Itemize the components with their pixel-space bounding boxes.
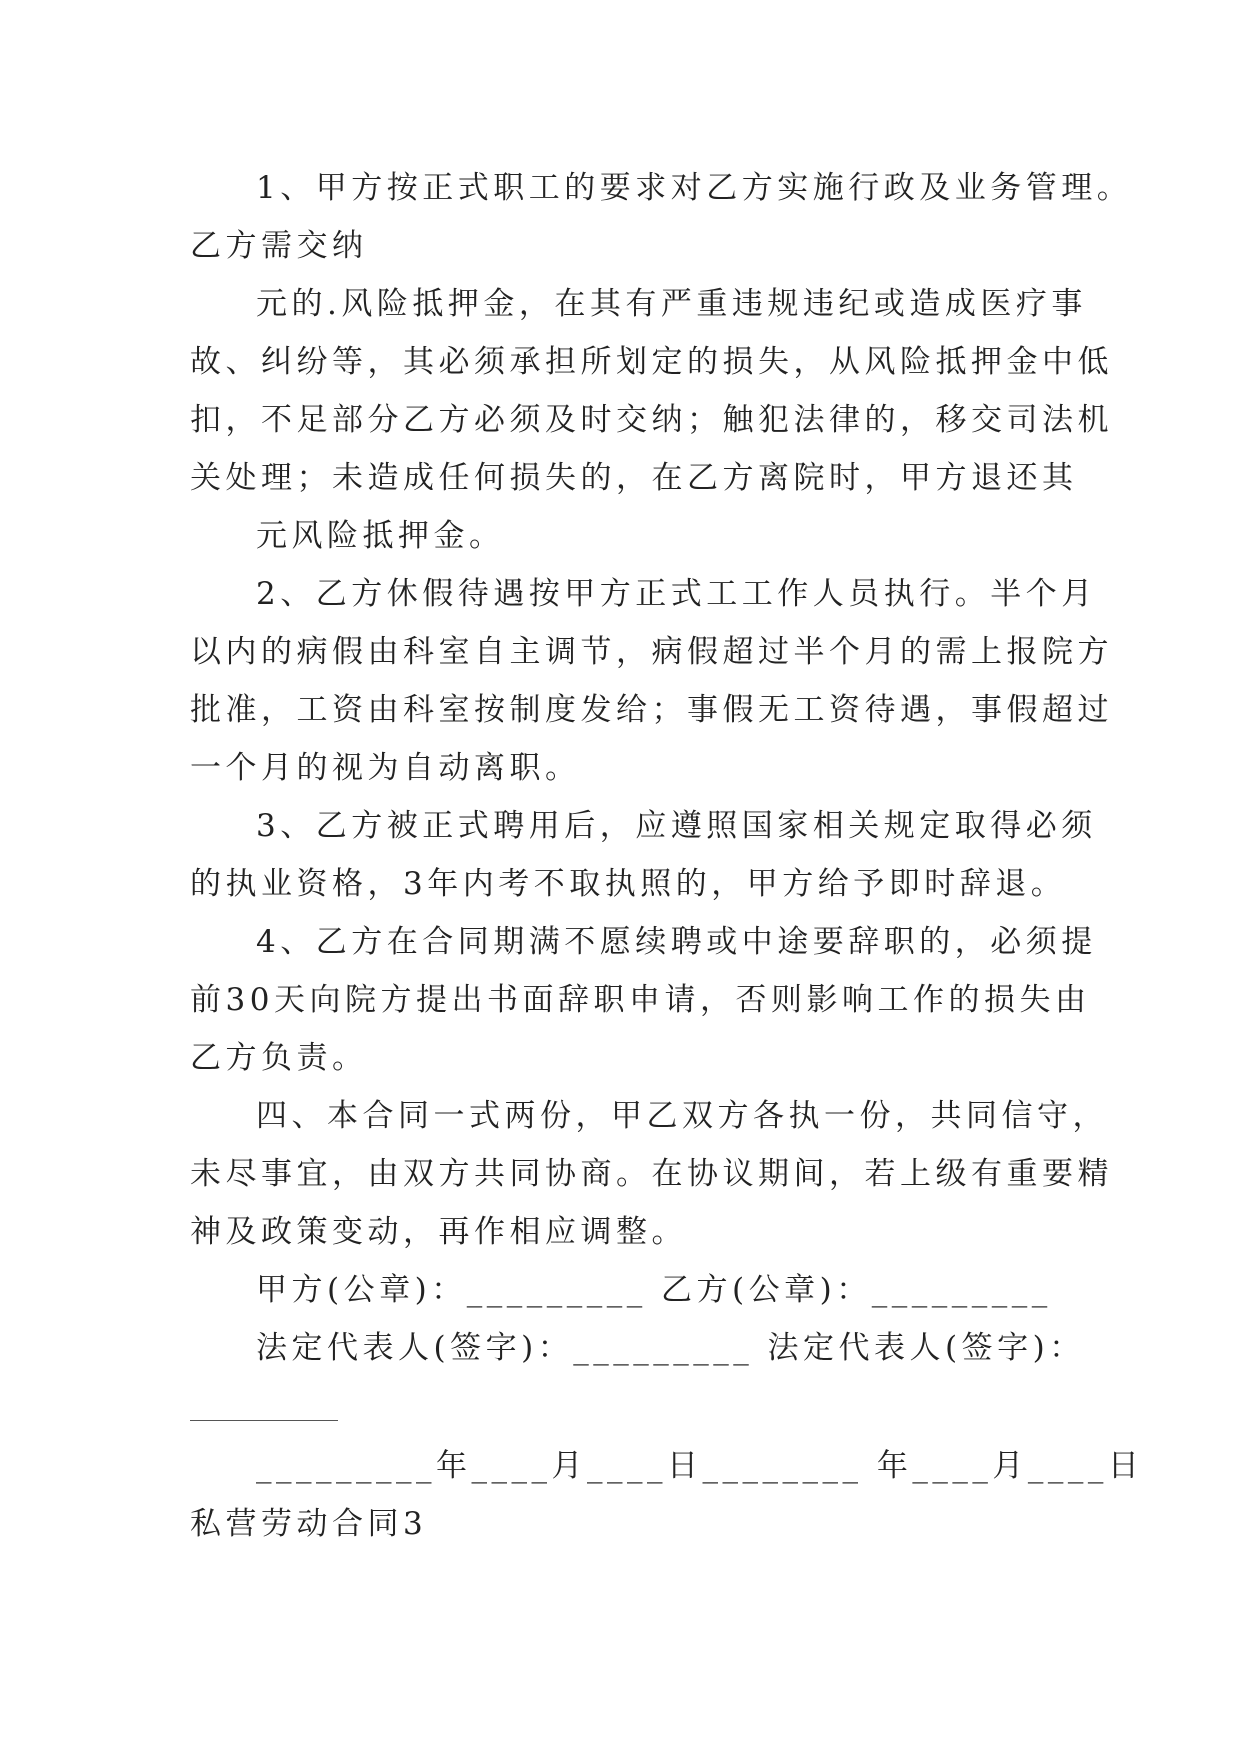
clause-1-line-2: 乙方需交纳 <box>190 228 368 264</box>
clause-1-line-5: 扣，不足部分乙方必须及时交纳；触犯法律的，移交司法机 <box>190 402 1113 438</box>
section-4-line-2: 未尽事宜，由双方共同协商。在协议期间，若上级有重要精 <box>190 1156 1113 1192</box>
clause-4-line-1: 4、乙方在合同期满不愿续聘或中途要辞职的，必须提 <box>256 924 1097 960</box>
section-4-line-1: 四、本合同一式两份，甲乙双方各执一份，共同信守， <box>256 1098 1108 1134</box>
clause-1-line-3: 元的.风险抵押金，在其有严重违规违纪或造成医疗事 <box>256 286 1087 322</box>
clause-1-line-1: 1、甲方按正式职工的要求对乙方实施行政及业务管理。 <box>256 170 1133 206</box>
clause-1-line-4: 故、纠纷等，其必须承担所划定的损失，从风险抵押金中低 <box>190 344 1113 380</box>
clause-4-line-2: 前30天向院方提出书面辞职申请，否则影响工作的损失由 <box>190 982 1091 1018</box>
next-contract-heading: 私营劳动合同3 <box>190 1506 428 1542</box>
section-4-line-3: 神及政策变动，再作相应调整。 <box>190 1214 687 1250</box>
seal-signature-line: 甲方(公章)：_________ 乙方(公章)：_________ <box>256 1272 1052 1308</box>
clause-2-line-1: 2、乙方休假待遇按甲方正式工工作人员执行。半个月 <box>256 576 1097 612</box>
clause-3-line-2: 的执业资格，3年内考不取执照的，甲方给予即时辞退。 <box>190 866 1067 902</box>
date-line: _________年____月____日________ 年____月____日 <box>256 1448 1144 1484</box>
signature-blank-rule <box>190 1420 338 1421</box>
clause-2-line-2: 以内的病假由科室自主调节，病假超过半个月的需上报院方 <box>190 634 1113 670</box>
clause-1-line-7: 元风险抵押金。 <box>256 518 505 554</box>
representative-signature-line: 法定代表人(签字)：_________ 法定代表人(签字)： <box>256 1330 1085 1366</box>
clause-3-line-1: 3、乙方被正式聘用后，应遵照国家相关规定取得必须 <box>256 808 1097 844</box>
clause-2-line-3: 批准，工资由科室按制度发给；事假无工资待遇，事假超过 <box>190 692 1113 728</box>
clause-1-line-6: 关处理；未造成任何损失的，在乙方离院时，甲方退还其 <box>190 460 1078 496</box>
clause-4-line-3: 乙方负责。 <box>190 1040 368 1076</box>
clause-2-line-4: 一个月的视为自动离职。 <box>190 750 581 786</box>
